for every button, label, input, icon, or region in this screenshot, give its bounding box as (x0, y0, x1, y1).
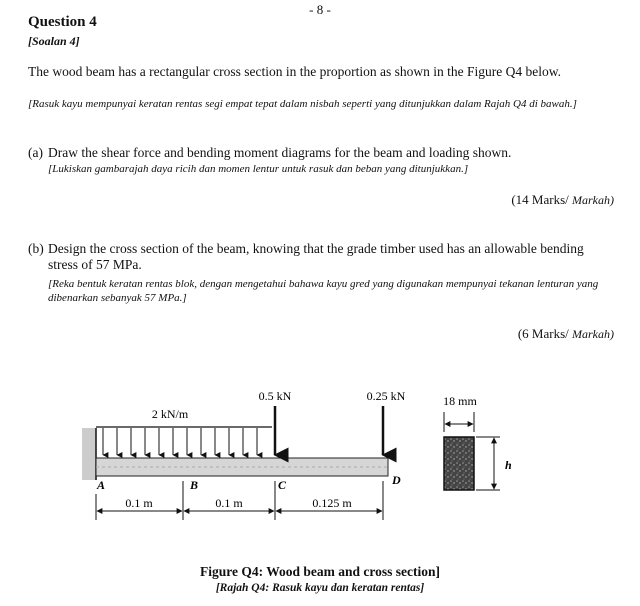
point-load-d-label: 0.25 kN (366, 389, 406, 403)
part-b-marks-label: (6 Marks/ (517, 326, 569, 341)
point-c-label: C (278, 478, 287, 492)
part-a-marks-malay: Markah) (572, 193, 614, 207)
part-b-malay: [Reka bentuk keratan rentas blok, dengan mengetahui bahawa kayu gred yang digunakan mempunyai tekanan lenturan yang dibenarkan sebanyak 57 MPa.] (48, 278, 599, 304)
part-a-text: Draw the shear force and bending moment diagrams for the beam and loading shown. (48, 145, 512, 160)
point-a-label: A (97, 478, 106, 492)
part-a-label: (a) (28, 145, 43, 160)
question-intro-malay: [Rasuk kayu mempunyai keratan rentas segi empat tepat dalam nisbah seperti yang ditunjukkan dalam Rajah Q4 di bawah.] (28, 98, 577, 110)
part-a-marks-label: (14 Marks/ (511, 192, 569, 207)
part-b-marks-malay: Markah) (572, 327, 614, 341)
part-b-label: (b) (28, 241, 44, 256)
dim-bc-label: 0.1 m (215, 496, 243, 510)
point-d-label: D (392, 473, 401, 487)
part-a-malay: [Lukiskan gambarajah daya ricih dan momen lentur untuk rasuk dan beban yang ditunjukkan.] (48, 163, 469, 175)
height-label: h (505, 458, 512, 472)
part-b-text: Design the cross section of the beam, knowing that the grade timber used has an allowable bending stress of 57 MPa. (48, 241, 584, 272)
width-label: 18 mm (443, 394, 477, 408)
question-subtitle: [Soalan 4] (28, 34, 80, 48)
dim-cd-label: 0.125 m (312, 496, 352, 510)
udl-arrows (103, 428, 257, 455)
wall-support (82, 428, 96, 480)
cross-section (444, 437, 474, 490)
udl-label: 2 kN/m (151, 407, 189, 421)
question-intro: The wood beam has a rectangular cross section in the proportion as shown in the Figure Q4 below. (28, 64, 561, 79)
figure-caption-malay: [Rajah Q4: Rasuk kayu dan keratan rentas] (215, 582, 425, 594)
figure-caption: Figure Q4: Wood beam and cross section] (199, 564, 440, 579)
point-b-label: B (190, 478, 199, 492)
dim-ab-label: 0.1 m (125, 496, 153, 510)
question-title: Question 4 (28, 14, 97, 30)
page-number: - 8 - (309, 2, 331, 17)
point-load-b-label: 0.5 kN (258, 389, 292, 403)
